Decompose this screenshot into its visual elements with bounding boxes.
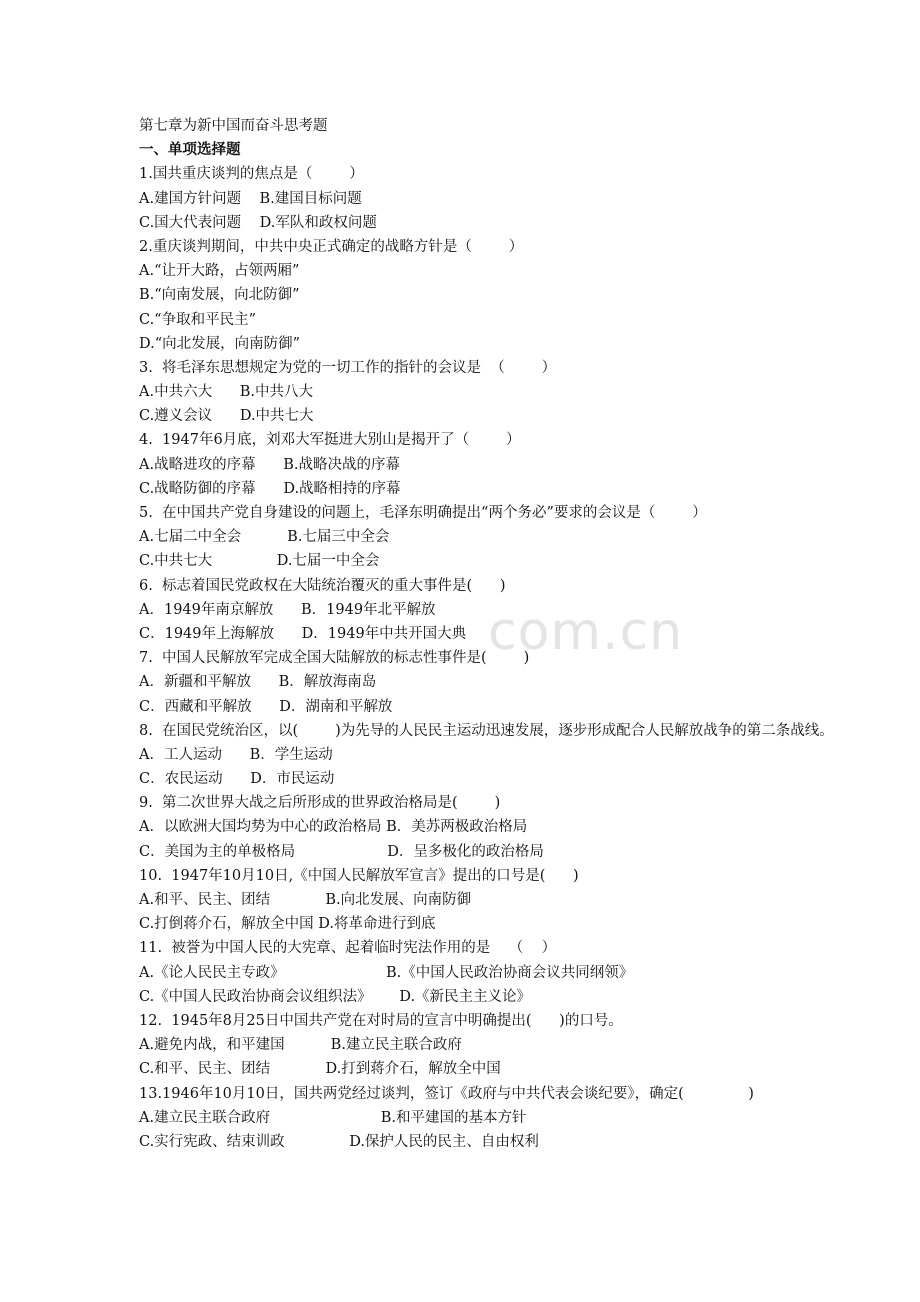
question-13-options-ab: A.建立民主联合政府 B.和平建国的基本方针 xyxy=(139,1109,527,1126)
document-body xyxy=(139,114,839,1154)
question-13-options-cd: C.实行宪政、结束训政 D.保护人民的民主、自由权利 xyxy=(139,1133,539,1150)
question-5-options-ab: A.七届二中全会 B.七届三中全会 xyxy=(139,529,390,546)
question-6-options-ab: A．1949年南京解放 B．1949年北平解放 xyxy=(139,601,436,618)
question-11-options-cd: C.《中国人民政治协商会议组织法》 D.《新民主主义论》 xyxy=(139,988,532,1005)
question-5: 5. 在中国共产党自身建设的问题上，毛泽东明确提出“两个务必”要求的会议是（ ） xyxy=(139,505,707,521)
question-11: 11. 被誉为中国人民的大宪章、起着临时宪法作用的是 （ ） xyxy=(139,940,557,957)
question-4: 4. 1947年6月底，刘邓大军挺进大别山是揭开了（ ） xyxy=(139,432,521,449)
question-2-option-c: C.“争取和平民主” xyxy=(139,311,257,328)
question-2-option-b: B.“向南发展，向北防御” xyxy=(139,287,300,304)
question-8-options-ab: A．工人运动 B．学生运动 xyxy=(139,746,333,763)
question-9-options-ab: A．以欧洲大国均势为中心的政治格局 B．美苏两极政治格局 xyxy=(139,819,528,836)
question-6-options-cd: C．1949年上海解放 D．1949年中共开国大典 xyxy=(139,625,467,642)
question-2-option-d: D.“向北发展，向南防御” xyxy=(139,335,301,352)
question-list xyxy=(139,162,839,1154)
question-9: 9. 第二次世界大战之后所形成的世界政治格局是( ) xyxy=(139,795,501,812)
question-11-options-ab: A.《论人民民主专政》 B.《中国人民政治协商会议共同纲领》 xyxy=(139,964,634,981)
question-8-options-cd: C．农民运动 D．市民运动 xyxy=(139,771,335,788)
question-10-options-cd: C.打倒蒋介石，解放全中国 D.将革命进行到底 xyxy=(139,916,436,933)
question-2: 2.重庆谈判期间，中共中央正式确定的战略方针是（ ） xyxy=(139,238,524,255)
question-6: 6. 标志着国民党政权在大陆统治覆灭的重大事件是( ) xyxy=(139,577,506,594)
section-heading: 一、单项选择题 xyxy=(139,141,241,159)
question-9-options-cd: C．美国为主的单极格局 D．呈多极化的政治格局 xyxy=(139,843,544,860)
question-10: 10. 1947年10月10日,《中国人民解放军宣言》提出的口号是( ) xyxy=(139,867,579,884)
question-4-options-cd: C.战略防御的序幕 D.战略相持的序幕 xyxy=(139,480,401,497)
question-5-options-cd: C.中共七大 D.七届一中全会 xyxy=(139,553,380,570)
document-title: 第七章为新中国而奋斗思考题 xyxy=(139,118,328,134)
question-8: 8. 在国民党统治区，以( )为先导的人民民主运动迅速发展，逐步形成配合人民解放战争的第二条战线。 xyxy=(139,722,834,739)
question-12-options-cd: C.和平、民主、团结 D.打到蒋介石，解放全中国 xyxy=(139,1061,501,1078)
question-12: 12. 1945年8月25日中国共产党在对时局的宣言中明确提出( )的口号。 xyxy=(139,1012,623,1029)
watermark: com.cn xyxy=(488,602,684,662)
question-3: 3. 将毛泽东思想规定为党的一切工作的指针的会议是 （ ） xyxy=(139,359,557,376)
question-1: 1.国共重庆谈判的焦点是（ ） xyxy=(139,166,364,183)
question-7-options-ab: A．新疆和平解放 B．解放海南岛 xyxy=(139,674,377,691)
question-1-options-cd: C.国大代表问题 D.军队和政权问题 xyxy=(139,214,377,231)
question-3-options-cd: C.遵义会议 D.中共七大 xyxy=(139,408,314,425)
question-2-option-a: A.“让开大路，占领两厢” xyxy=(139,263,300,280)
question-7-options-cd: C．西藏和平解放 D．湖南和平解放 xyxy=(139,698,393,715)
question-1-options-ab: A.建国方针问题 B.建国目标问题 xyxy=(139,190,362,207)
question-4-options-ab: A.战略进攻的序幕 B.战略决战的序幕 xyxy=(139,456,400,473)
question-10-options-ab: A.和平、民主、团结 B.向北发展、向南防御 xyxy=(139,892,472,909)
question-3-options-ab: A.中共六大 B.中共八大 xyxy=(139,384,313,401)
question-12-options-ab: A.避免内战，和平建国 B.建立民主联合政府 xyxy=(139,1037,462,1054)
question-13: 13.1946年10月10日，国共两党经过谈判，签订《政府与中共代表会谈纪要》，确定( ) xyxy=(139,1085,754,1102)
question-7: 7. 中国人民解放军完成全国大陆解放的标志性事件是( ) xyxy=(139,650,530,667)
